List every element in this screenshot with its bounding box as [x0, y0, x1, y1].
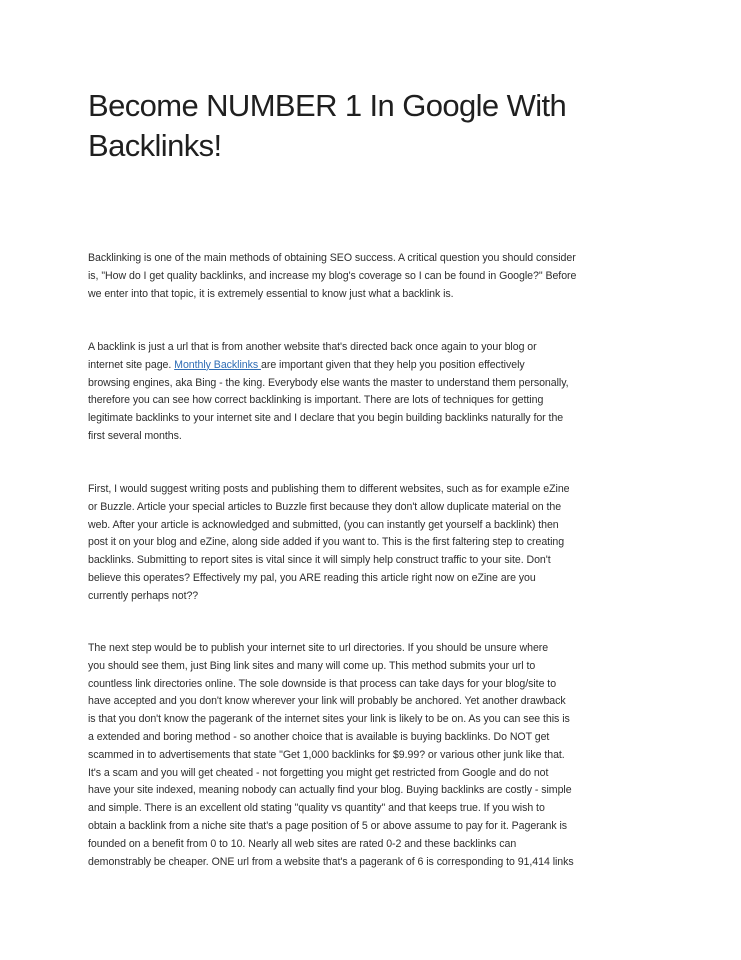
title-line: Backlinks!	[88, 128, 222, 163]
page-title	[88, 86, 668, 166]
text-line: It's a scam and you will get cheated - not forgetting you might get restricted from Google and do not	[88, 766, 549, 779]
text-line: or Buzzle. Article your special articles to Buzzle first because they don't allow duplicate material on the	[88, 500, 562, 513]
text-line: we enter into that topic, it is extremely essential to know just what a backlink is.	[88, 287, 454, 300]
text-line: A backlink is just a url that is from another website that's directed back once again to your blog or	[88, 341, 537, 353]
text-line: believe this operates? Effectively my pal, you ARE reading this article right now on eZine are you	[88, 571, 536, 584]
text-line: therefore you can see how correct backlinking is important. There are lots of techniques for getting	[88, 394, 544, 407]
paragraph-backlink-definition	[88, 339, 654, 446]
title-line: Become NUMBER 1 In Google With	[88, 88, 567, 123]
text-line: Backlinking is one of the main methods of obtaining SEO success. A critical question you should consider	[88, 252, 576, 264]
text-segment: are important given that they help you position effectively	[261, 358, 525, 371]
text-line: obtain a backlink from a niche site that's a page position of 5 or above assume to pay for it. Pagerank is	[88, 819, 568, 832]
paragraph-intro	[88, 250, 654, 303]
text-line: demonstrably be cheaper. ONE url from a website that's a pagerank of 6 is corresponding to 91,414 links	[88, 855, 574, 868]
text-line: First, I would suggest writing posts and publishing them to different websites, such as for example eZine	[88, 483, 570, 495]
text-line-with-link	[88, 357, 654, 375]
paragraph-writing-posts	[88, 481, 654, 606]
text-line: currently perhaps not??	[88, 589, 199, 602]
text-line: you should see them, just Bing link sites and many will come up. This method submits your url to	[88, 659, 536, 672]
text-line: web. After your article is acknowledged and submitted, (you can instantly get yourself a backlink) then	[88, 518, 559, 531]
text-line: post it on your blog and eZine, along side added if you want to. This is the first faltering step to creating	[88, 536, 565, 549]
text-line: founded on a benefit from 0 to 10. Nearly all web sites are rated 0-2 and these backlinks can	[88, 837, 517, 850]
monthly-backlinks-link[interactable]: Monthly Backlinks	[174, 358, 261, 371]
paragraph-url-directories	[88, 640, 654, 871]
text-line: The next step would be to publish your internet site to url directories. If you should be unsure where	[88, 642, 549, 654]
text-line: a extended and boring method - so another choice that is available is buying backlinks. Do NOT get	[88, 730, 550, 743]
text-line: is, "How do I get quality backlinks, and increase my blog's coverage so I can be found in Google?" Before	[88, 269, 577, 282]
text-line: first several months.	[88, 429, 182, 442]
text-line: scammed in to advertisements that state "Get 1,000 backlinks for $9.99? or various other junk like that.	[88, 748, 565, 761]
text-segment: internet site page.	[88, 358, 175, 371]
text-line: is that you don't know the pagerank of the internet sites your link is likely to be on. As you can see this is	[88, 713, 570, 726]
text-line: countless link directories online. The sole downside is that process can take days for your blog/site to	[88, 677, 557, 690]
text-line: and simple. There is an excellent old stating "quality vs quantity" and that keeps true. If you wish to	[88, 802, 545, 815]
text-line: have your site indexed, meaning nobody can actually find your blog. Buying backlinks are costly - simple	[88, 784, 572, 797]
text-line: backlinks. Submitting to report sites is vital since it will simply help construct traffic to your site. Don't	[88, 554, 551, 567]
text-line: browsing engines, aka Bing - the king. Everybody else wants the master to understand them personally,	[88, 376, 569, 389]
text-line: have accepted and you don't know wherever your link will probably be anchored. Yet another drawback	[88, 695, 566, 708]
text-line: legitimate backlinks to your internet site and I declare that you begin building backlinks naturally for the	[88, 412, 564, 425]
